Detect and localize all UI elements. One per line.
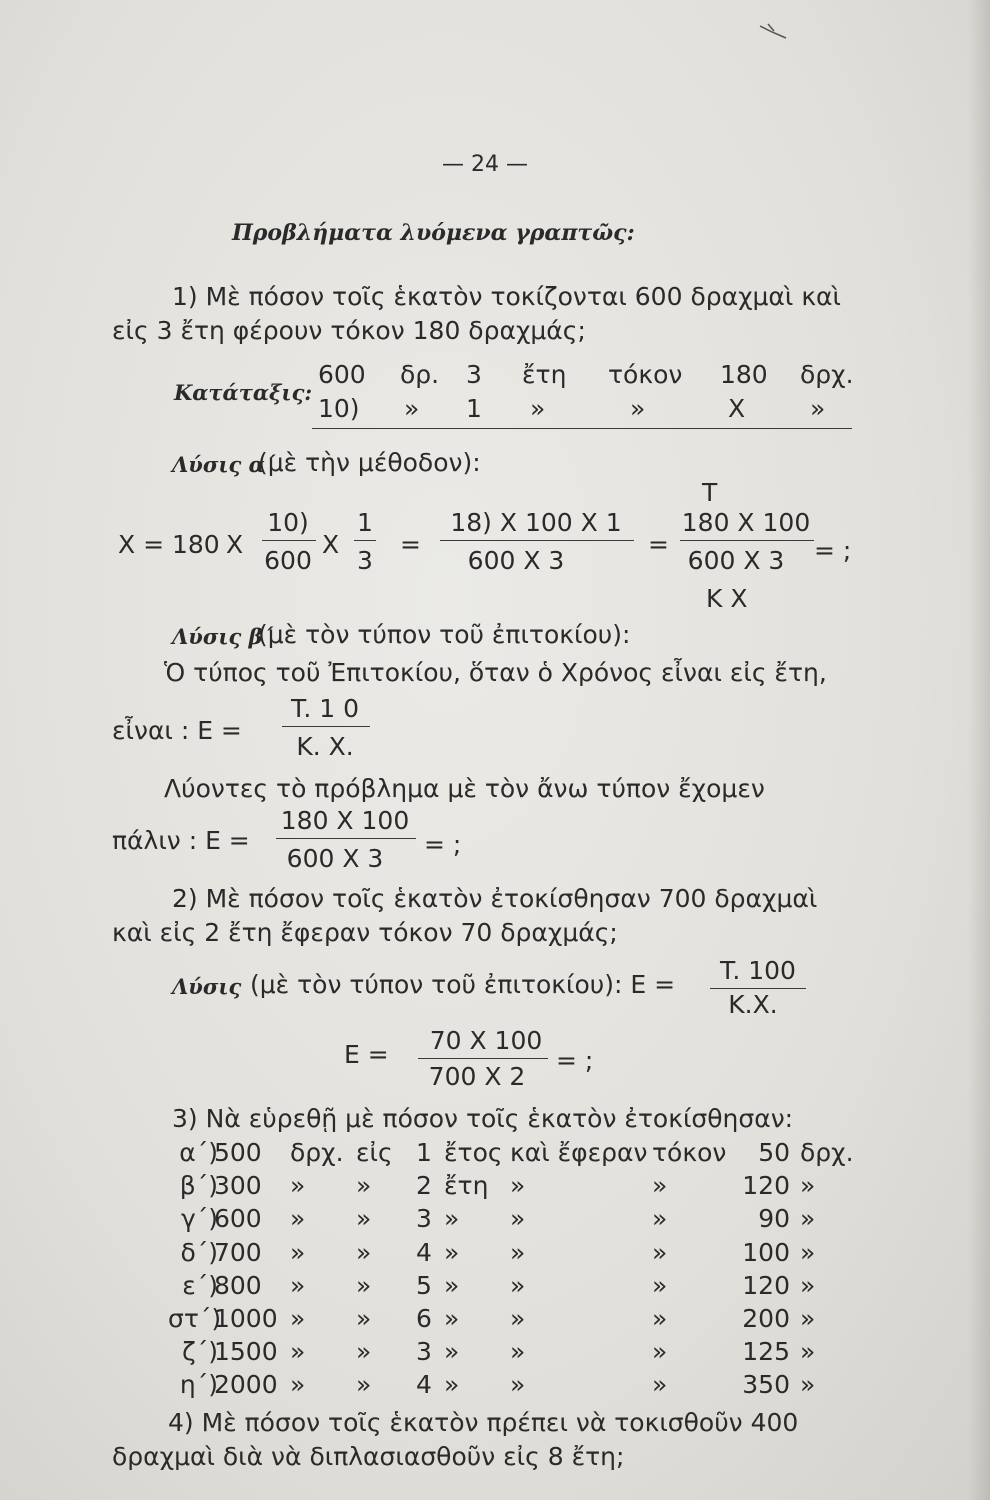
table-cell: 2 (416, 1171, 432, 1200)
times-sign: X (226, 530, 244, 559)
equals-sign: = (400, 530, 421, 559)
unit-label: T (702, 478, 718, 507)
arrangement-cell: ἔτη (522, 360, 567, 389)
table-cell: 1000 (214, 1304, 278, 1333)
table-cell: 50 (758, 1138, 790, 1167)
table-cell: » (800, 1370, 816, 1399)
arrangement-cell: δρχ. (800, 360, 854, 389)
table-cell: 1 (416, 1138, 432, 1167)
lysis-a-text: (μὲ τὴν μέθοδον): (258, 448, 481, 477)
lysis-b-label: Λύσις β΄ (172, 624, 274, 649)
table-cell: » (356, 1204, 372, 1233)
unit-label: K X (706, 584, 748, 613)
table-cell: » (290, 1238, 306, 1267)
equation-lhs: X = 180 (118, 530, 220, 559)
fraction-bar (440, 540, 634, 541)
arrangement-cell: 180 (720, 360, 768, 389)
table-cell: 700 (214, 1238, 262, 1267)
lysis-label: Λύσις (172, 974, 242, 999)
page-edge-shadow (968, 0, 990, 1500)
fraction-denominator: 700 X 2 (428, 1062, 526, 1091)
table-cell: 90 (758, 1204, 790, 1233)
arrangement-cell: » (404, 394, 420, 423)
table-cell: 4 (416, 1238, 432, 1267)
table-cell: » (652, 1337, 668, 1366)
table-cell: 100 (742, 1238, 790, 1267)
table-cell: » (652, 1204, 668, 1233)
table-cell: » (444, 1271, 460, 1300)
fraction-bar (680, 540, 814, 541)
arrangement-cell: 1 (466, 394, 482, 423)
table-cell: 5 (416, 1271, 432, 1300)
formula-lhs: εἶναι : E = (112, 716, 242, 745)
table-cell: » (290, 1171, 306, 1200)
table-cell: ἔτος (444, 1138, 503, 1167)
table-cell: καὶ ἔφεραν (510, 1138, 648, 1167)
katataxis-label: Κατάταξις: (174, 380, 313, 405)
fraction-numerator: 180 X 100 (681, 508, 811, 537)
fraction-denominator: 600 (264, 546, 312, 575)
arrangement-cell: » (810, 394, 826, 423)
fraction-bar (276, 838, 416, 839)
table-cell: 3 (416, 1204, 432, 1233)
table-cell: 120 (742, 1271, 790, 1300)
fraction-denominator: 600 X 3 (467, 546, 565, 575)
table-row-label: στ΄) (168, 1304, 222, 1333)
table-cell: » (356, 1171, 372, 1200)
table-cell: εἰς (356, 1138, 393, 1167)
table-cell: 350 (742, 1370, 790, 1399)
fraction-denominator: K. X. (296, 732, 354, 761)
table-cell: » (800, 1271, 816, 1300)
arrangement-cell: » (530, 394, 546, 423)
table-cell: ἔτη (444, 1171, 489, 1200)
table-cell: » (444, 1238, 460, 1267)
fraction-numerator: 180 X 100 (280, 806, 410, 835)
table-cell: 4 (416, 1370, 432, 1399)
table-row-label: ζ΄) (182, 1337, 218, 1366)
fraction-bar (418, 1058, 548, 1059)
table-cell: » (290, 1204, 306, 1233)
table-cell: 300 (214, 1171, 262, 1200)
table-cell: 500 (214, 1138, 262, 1167)
problem-4-line-1: 4) Μὲ πόσον τοῖς ἑκατὸν πρέπει νὰ τοκισθοῦν 400 (168, 1408, 799, 1437)
table-cell: » (800, 1337, 816, 1366)
table-cell: » (800, 1204, 816, 1233)
table-cell: δρχ. (290, 1138, 344, 1167)
table-cell: » (444, 1370, 460, 1399)
equation-tail: = ; (814, 536, 852, 565)
problem-2-line-1: 2) Μὲ πόσον τοῖς ἑκατὸν ἐτοκίσθησαν 700 δραχμαὶ (172, 884, 818, 913)
lysis-a-label: Λύσις α΄ (172, 452, 276, 477)
arrangement-cell: 3 (466, 360, 482, 389)
table-cell: 2000 (214, 1370, 278, 1399)
table-cell: » (652, 1271, 668, 1300)
table-cell: 3 (416, 1337, 432, 1366)
palin-lhs: πάλιν : E = (112, 826, 250, 855)
table-cell: » (800, 1304, 816, 1333)
table-row-label: η΄) (179, 1370, 218, 1399)
table-cell: » (290, 1271, 306, 1300)
table-cell: » (510, 1271, 526, 1300)
ink-mark-icon (758, 22, 788, 40)
problem-2-line-2: καὶ εἰς 2 ἔτη ἔφεραν τόκον 70 δραχμάς; (112, 918, 618, 947)
table-cell: » (444, 1204, 460, 1233)
fraction-denominator: 600 X 3 (286, 844, 384, 873)
table-cell: » (290, 1304, 306, 1333)
fraction-numerator: 18) X 100 X 1 (450, 508, 622, 537)
equation-tail: = ; (556, 1046, 594, 1075)
formula-description: Ὁ τύπος τοῦ Ἐπιτοκίου, ὅταν ὁ Χρόνος εἶναι εἰς ἔτη, (164, 658, 827, 687)
table-cell: » (800, 1238, 816, 1267)
arrangement-cell: 600 (318, 360, 366, 389)
table-row-label: δ΄) (180, 1238, 218, 1267)
arrangement-cell: 10) (318, 394, 360, 423)
table-cell: » (510, 1238, 526, 1267)
fraction-numerator: 10) (267, 508, 309, 537)
table-cell: » (510, 1204, 526, 1233)
fraction-numerator: T. 1 0 (291, 694, 359, 723)
lyontes-line: Λύοντες τὸ πρόβλημα μὲ τὸν ἄνω τύπον ἔχομεν (164, 774, 765, 803)
table-cell: » (510, 1337, 526, 1366)
table-cell: » (356, 1370, 372, 1399)
fraction-numerator: 70 X 100 (429, 1026, 543, 1055)
table-cell: » (444, 1304, 460, 1333)
fraction-bar (354, 540, 376, 541)
fraction-numerator: T. 100 (720, 956, 796, 985)
table-cell: » (510, 1171, 526, 1200)
fraction-bar (282, 726, 370, 727)
arrangement-cell: δρ. (400, 360, 440, 389)
times-sign: X (322, 530, 340, 559)
table-cell: » (510, 1304, 526, 1333)
table-cell: 600 (214, 1204, 262, 1233)
table-cell: 200 (742, 1304, 790, 1333)
fraction-bar (710, 988, 806, 989)
table-cell: 125 (742, 1337, 790, 1366)
fraction-numerator: 1 (357, 508, 373, 537)
table-cell: » (510, 1370, 526, 1399)
fraction-denominator: K.X. (728, 990, 778, 1019)
table-cell: » (290, 1370, 306, 1399)
table-cell: » (356, 1238, 372, 1267)
fraction-denominator: 600 X 3 (687, 546, 785, 575)
arrangement-underline (312, 428, 852, 429)
problem-1-line-2: εἰς 3 ἔτη φέρουν τόκον 180 δραχμάς; (112, 316, 586, 345)
problem-4-line-2: δραχμαὶ διὰ νὰ διπλασιασθοῦν εἰς 8 ἔτη; (112, 1442, 625, 1471)
table-row-label: γ΄) (180, 1204, 218, 1233)
arrangement-cell: X (728, 394, 746, 423)
table-cell: 120 (742, 1171, 790, 1200)
table-cell: » (356, 1337, 372, 1366)
table-cell: 6 (416, 1304, 432, 1333)
table-cell: » (652, 1304, 668, 1333)
table-cell: » (290, 1337, 306, 1366)
arrangement-cell: » (630, 394, 646, 423)
table-row-label: ε΄) (182, 1271, 218, 1300)
problem-1-line-1: 1) Μὲ πόσον τοῖς ἑκατὸν τοκίζονται 600 δραχμαὶ καὶ (172, 282, 841, 311)
table-cell: » (356, 1304, 372, 1333)
lysis-b-text: (μὲ τὸν τύπον τοῦ ἐπιτοκίου): (258, 620, 631, 649)
table-cell: » (652, 1370, 668, 1399)
table-cell: » (444, 1337, 460, 1366)
equation-lhs: E = (344, 1040, 389, 1069)
problem-3-intro: 3) Νὰ εὑρεθῇ μὲ πόσον τοῖς ἑκατὸν ἐτοκίσθησαν: (172, 1104, 794, 1133)
table-row-label: α΄) (179, 1138, 218, 1167)
table-cell: » (800, 1171, 816, 1200)
arrangement-cell: τόκον (608, 360, 683, 389)
table-cell: 800 (214, 1271, 262, 1300)
table-row-label: β΄) (179, 1171, 218, 1200)
equation-tail: = ; (424, 830, 462, 859)
equals-sign: = (648, 530, 669, 559)
table-cell: 1500 (214, 1337, 278, 1366)
table-cell: » (652, 1171, 668, 1200)
page-number: — 24 — (442, 152, 528, 177)
table-cell: » (356, 1271, 372, 1300)
section-heading: Προβλήματα λυόμενα γραπτῶς: (232, 220, 635, 246)
table-cell: » (652, 1238, 668, 1267)
table-cell: δρχ. (800, 1138, 854, 1167)
table-cell: τόκον (652, 1138, 727, 1167)
fraction-denominator: 3 (357, 546, 373, 575)
fraction-bar (262, 540, 316, 541)
lysis-text: (μὲ τὸν τύπον τοῦ ἐπιτοκίου): E = (250, 970, 676, 999)
